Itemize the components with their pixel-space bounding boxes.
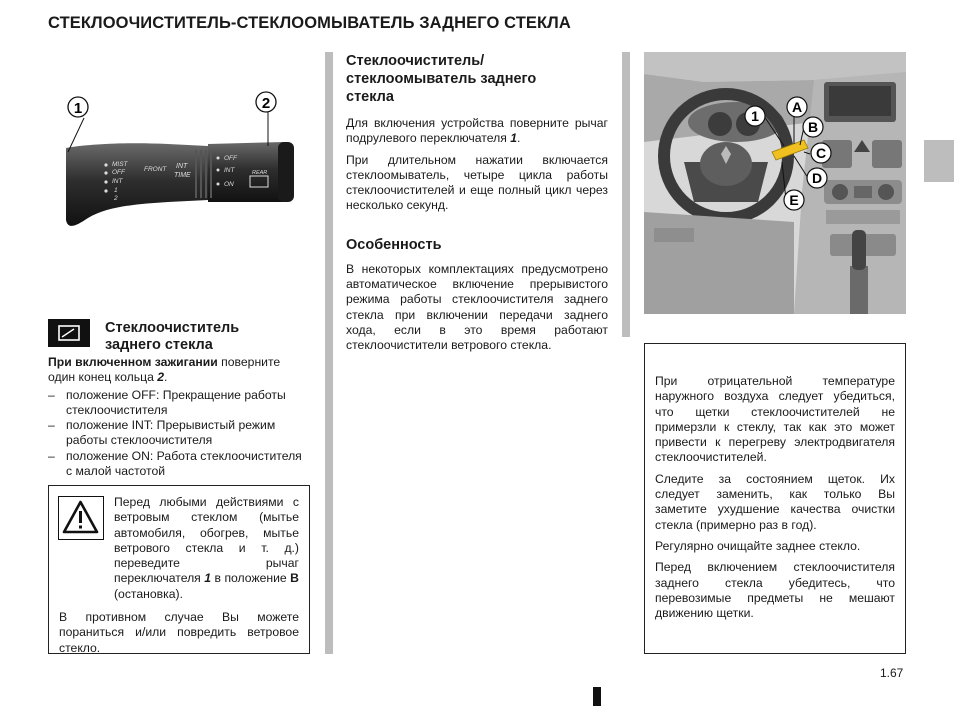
label-two: 2 xyxy=(114,195,118,202)
page-title: СТЕКЛООЧИСТИТЕЛЬ-СТЕКЛООМЫВАТЕЛЬ ЗАДНЕГО СТЕКЛА xyxy=(48,14,571,32)
list-item: – положение INT: Прерывистый режим работы стеклоочистителя xyxy=(48,418,276,448)
middle-column xyxy=(346,52,608,360)
label-mist: MIST xyxy=(112,161,128,168)
warning-box xyxy=(48,485,310,654)
callout-a: A xyxy=(791,99,803,115)
heading-feature: Особенность xyxy=(346,236,442,253)
section-title-rear-wiper: Стеклоочиститель заднего стекла xyxy=(105,320,240,353)
rear-wiper-instructions xyxy=(48,355,310,479)
page-number: 1.67 xyxy=(880,666,904,680)
wiper-stalk-illustration xyxy=(48,70,312,310)
label-int-left: INT xyxy=(112,178,123,185)
warning-paragraph-2: В противном случае Вы можете пораниться и/или повредить ветровое стекло. xyxy=(59,610,299,655)
label-rear: REAR xyxy=(252,170,268,176)
callout-d: D xyxy=(811,170,823,186)
label-on-right: ON xyxy=(224,181,234,188)
label-off-left: OFF xyxy=(112,169,125,176)
label-front: FRONT xyxy=(144,166,167,173)
paragraph-long-press: При длительном нажатии включается стеклоомыватель, четыре цикла работы стеклоочистителей и еще полный цикл через несколько секунд. xyxy=(346,152,608,213)
rear-wiper-icon xyxy=(48,319,90,347)
column-divider-right xyxy=(622,52,630,337)
list-item: – положение OFF: Прекращение работы стеклоочистителя xyxy=(48,387,286,417)
list-item: – положение ON: Работа стеклоочистителя с малой частотой xyxy=(48,448,302,479)
label-int-time-1: INT xyxy=(176,163,188,170)
paragraph-feature: В некоторых комплектациях предусмотрено автоматическое включение прерывистого режима работы стеклоочистителя заднего стекла при включении передачи заднего хода, если в это время работают стеклоочистители ветрового стекла. xyxy=(346,261,608,353)
callout-c: C xyxy=(815,145,827,161)
warning-triangle-icon xyxy=(58,496,104,540)
column-divider-left xyxy=(325,52,333,654)
callout-1: 1 xyxy=(751,108,759,124)
intro-paragraph: При включенном зажигании поверните один конец кольца 2. xyxy=(48,355,281,385)
dashboard-illustration xyxy=(644,52,906,314)
callout-e: E xyxy=(789,192,799,208)
callout-2: 2 xyxy=(261,95,271,112)
info-paragraph: Перед включением стеклоочистителя заднего стекла убедитесь, что перевозимые предметы не мешают движению щетки. xyxy=(655,560,895,621)
callout-1: 1 xyxy=(73,100,83,117)
heading-rear-washer: Стеклоочиститель/ стеклоомыватель заднего стекла xyxy=(346,53,537,105)
warning-paragraph-1: Перед любыми действиями с ветровым стеклом (мытье автомобиля, обогрев, мытье ветрового стекла и т. д.) переведите рычаг переключателя 1 в положение B (остановка). xyxy=(114,495,299,601)
label-one: 1 xyxy=(114,187,118,194)
page-edge-mark xyxy=(593,687,601,706)
label-int-time-2: TIME xyxy=(174,172,191,179)
info-paragraph: При отрицательной температуре наружного воздуха следует убедиться, что щетки стеклоочистителей не примерзли к стеклу, так как это может привести к перегреву электродвигателя стеклоочистителей. xyxy=(655,374,895,465)
label-int-right: INT xyxy=(224,167,235,174)
chapter-tab-marker xyxy=(924,140,954,182)
paragraph-activation: Для включения устройства поверните рычаг подрулевого переключателя 1. xyxy=(346,116,608,146)
info-paragraph: Регулярно очищайте заднее стекло. xyxy=(655,538,861,553)
info-paragraph: Следите за состоянием щеток. Их следует заменить, как только Вы заметите ухудшение качества очистки стекла (примерно раз в год). xyxy=(655,471,895,532)
info-box xyxy=(644,343,906,654)
label-off-right: OFF xyxy=(224,155,237,162)
callout-b: B xyxy=(807,119,819,135)
